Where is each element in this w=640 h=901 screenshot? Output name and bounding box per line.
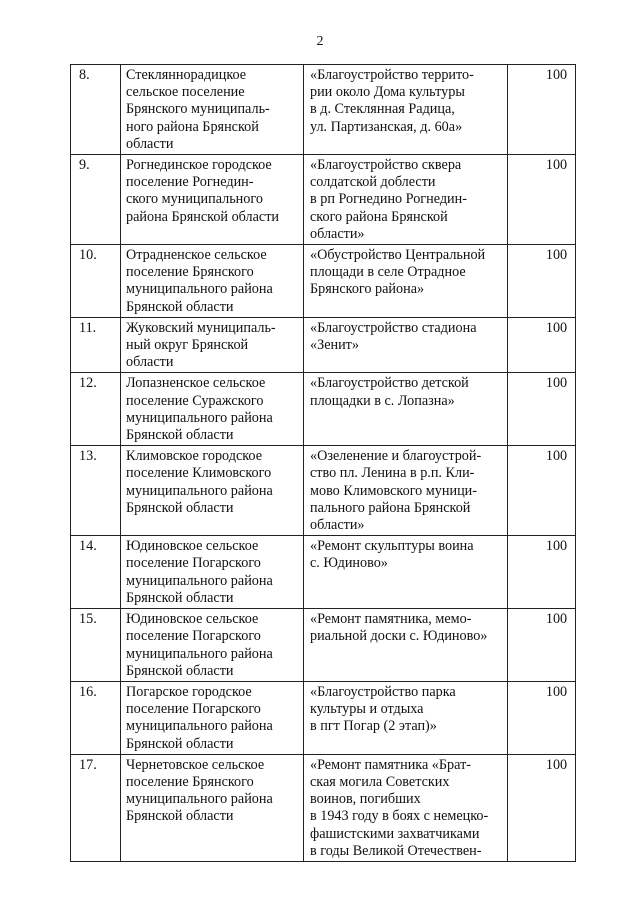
grant-table xyxy=(70,64,576,862)
municipality-cell: Отрадненское сельское поселение Брянского муниципального района Брянской области xyxy=(121,245,304,318)
project-cell: «Озеленение и благоустрой- ство пл. Ленина в р.п. Кли- мово Климовского муници- пального района Брянской области» xyxy=(304,446,508,536)
row-number: 17. xyxy=(71,754,121,861)
table-row xyxy=(71,245,576,318)
project-cell: «Благоустройство сквера солдатской доблести в рп Рогнедино Рогнедин- ского района Брянской области» xyxy=(304,155,508,245)
row-number: 8. xyxy=(71,65,121,155)
municipality-cell: Лопазненское сельское поселение Суражского муниципального района Брянской области xyxy=(121,373,304,446)
project-cell: «Обустройство Центральной площади в селе Отрадное Брянского района» xyxy=(304,245,508,318)
row-number: 14. xyxy=(71,536,121,609)
table-row xyxy=(71,754,576,861)
amount-cell: 100 xyxy=(508,373,576,446)
project-cell: «Благоустройство стадиона «Зенит» xyxy=(304,317,508,373)
municipality-cell: Стекляннорадицкое сельское поселение Брянского муниципаль- ного района Брянской области xyxy=(121,65,304,155)
municipality-cell: Юдиновское сельское поселение Погарского муниципального района Брянской области xyxy=(121,536,304,609)
table-row xyxy=(71,373,576,446)
row-number: 10. xyxy=(71,245,121,318)
project-cell: «Благоустройство детской площадки в с. Лопазна» xyxy=(304,373,508,446)
amount-cell: 100 xyxy=(508,681,576,754)
row-number: 15. xyxy=(71,609,121,682)
table-row xyxy=(71,317,576,373)
project-cell: «Ремонт памятника, мемо- риальной доски с. Юдиново» xyxy=(304,609,508,682)
row-number: 11. xyxy=(71,317,121,373)
row-number: 12. xyxy=(71,373,121,446)
table-row xyxy=(71,681,576,754)
project-cell: «Ремонт памятника «Брат- ская могила Советских воинов, погибших в 1943 году в боях с немецко- фашистскими захватчиками в годы Великой Отечествен- xyxy=(304,754,508,861)
table-row xyxy=(71,155,576,245)
amount-cell: 100 xyxy=(508,754,576,861)
municipality-cell: Чернетовское сельское поселение Брянского муниципального района Брянской области xyxy=(121,754,304,861)
amount-cell: 100 xyxy=(508,609,576,682)
amount-cell: 100 xyxy=(508,446,576,536)
amount-cell: 100 xyxy=(508,536,576,609)
amount-cell: 100 xyxy=(508,155,576,245)
project-cell: «Благоустройство террито- рии около Дома культуры в д. Стеклянная Радица, ул. Партизанская, д. 60а» xyxy=(304,65,508,155)
row-number: 9. xyxy=(71,155,121,245)
project-cell: «Ремонт скульптуры воина с. Юдиново» xyxy=(304,536,508,609)
table-row xyxy=(71,536,576,609)
municipality-cell: Юдиновское сельское поселение Погарского муниципального района Брянской области xyxy=(121,609,304,682)
project-cell: «Благоустройство парка культуры и отдыха в пгт Погар (2 этап)» xyxy=(304,681,508,754)
table-row xyxy=(71,446,576,536)
municipality-cell: Климовское городское поселение Климовского муниципального района Брянской области xyxy=(121,446,304,536)
municipality-cell: Жуковский муниципаль- ный округ Брянской области xyxy=(121,317,304,373)
amount-cell: 100 xyxy=(508,65,576,155)
table-row xyxy=(71,65,576,155)
row-number: 16. xyxy=(71,681,121,754)
row-number: 13. xyxy=(71,446,121,536)
table-row xyxy=(71,609,576,682)
amount-cell: 100 xyxy=(508,245,576,318)
municipality-cell: Рогнединское городское поселение Рогнедин- ского муниципального района Брянской области xyxy=(121,155,304,245)
page-number: 2 xyxy=(316,34,324,49)
municipality-cell: Погарское городское поселение Погарского муниципального района Брянской области xyxy=(121,681,304,754)
amount-cell: 100 xyxy=(508,317,576,373)
